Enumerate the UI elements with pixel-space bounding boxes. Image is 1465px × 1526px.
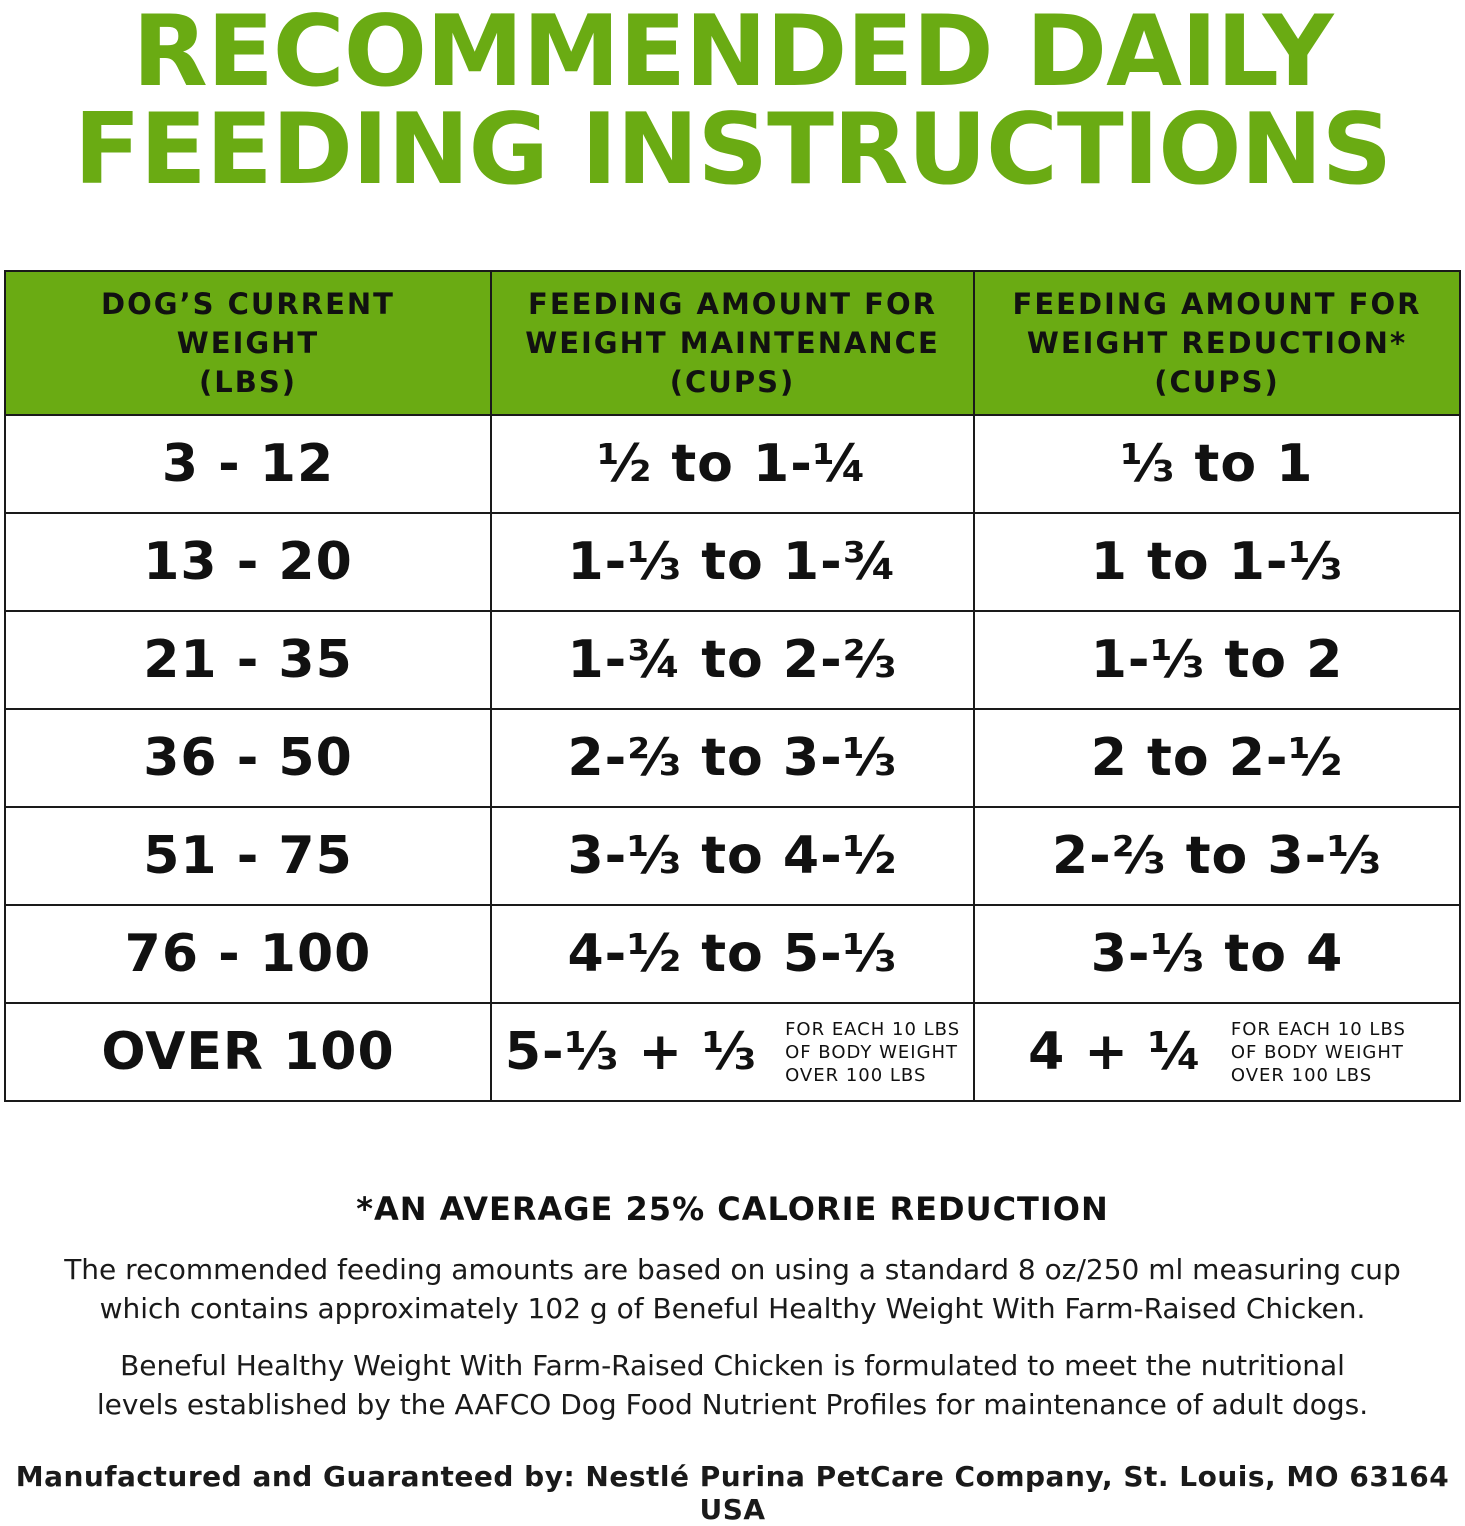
table-row	[5, 513, 1460, 611]
header-line: (LBS)	[199, 364, 297, 399]
header-line: WEIGHT	[176, 325, 320, 360]
table-row	[5, 415, 1460, 513]
maintenance-over-100-group	[492, 1018, 973, 1087]
weight-cell: 51 - 75	[5, 807, 491, 905]
reduction-cell: 3-⅓ to 4	[974, 905, 1460, 1003]
table-row	[5, 905, 1460, 1003]
table-row	[5, 611, 1460, 709]
table-row	[5, 709, 1460, 807]
maintenance-cell: 3-⅓ to 4-½	[491, 807, 974, 905]
reduction-over-100-group	[975, 1018, 1459, 1087]
header-line: FEEDING AMOUNT FOR	[1012, 286, 1422, 321]
aafco-paragraph	[0, 1346, 1465, 1424]
header-weight-maintenance	[491, 271, 974, 415]
calorie-reduction-footnote: *AN AVERAGE 25% CALORIE REDUCTION	[356, 1190, 1109, 1228]
reduction-cell: ⅓ to 1	[974, 415, 1460, 513]
maintenance-over-100-amount: 5-⅓ + ⅓	[504, 1022, 758, 1082]
reduction-over-100-amount: 4 + ¼	[1028, 1022, 1203, 1082]
header-line: DOG’S CURRENT	[101, 286, 395, 321]
page-title-line-2: FEEDING INSTRUCTIONS	[73, 93, 1392, 207]
maintenance-cell: 1-⅓ to 1-¾	[491, 513, 974, 611]
paragraph-line: Beneful Healthy Weight With Farm-Raised Chicken is formulated to meet the nutritional	[120, 1349, 1345, 1382]
header-line: (CUPS)	[1154, 364, 1280, 399]
maintenance-cell: 4-½ to 5-⅓	[491, 905, 974, 1003]
header-line: (CUPS)	[669, 364, 796, 399]
reduction-cell	[974, 1003, 1460, 1101]
feeding-table	[4, 270, 1461, 1102]
reduction-cell: 1-⅓ to 2	[974, 611, 1460, 709]
reduction-cell: 2-⅔ to 3-⅓	[974, 807, 1460, 905]
maintenance-cell: ½ to 1-¼	[491, 415, 974, 513]
maintenance-cell: 2-⅔ to 3-⅓	[491, 709, 974, 807]
reduction-cell: 1 to 1-⅓	[974, 513, 1460, 611]
manufacturer-line: Manufactured and Guaranteed by: Nestlé Purina PetCare Company, St. Louis, MO 63164 USA	[15, 1460, 1450, 1526]
paragraph-line: which contains approximately 102 g of Beneful Healthy Weight With Farm-Raised Chicken.	[99, 1292, 1366, 1325]
paragraph-line: levels established by the AAFCO Dog Food Nutrient Profiles for maintenance of adult dogs.	[96, 1388, 1369, 1421]
header-line: WEIGHT REDUCTION*	[1026, 325, 1408, 360]
per-10-lbs-note	[1231, 1018, 1406, 1087]
weight-cell: OVER 100	[5, 1003, 491, 1101]
weight-cell: 76 - 100	[5, 905, 491, 1003]
table-row-over-100	[5, 1003, 1460, 1101]
note-line: OF BODY WEIGHT	[1230, 1041, 1404, 1063]
header-current-weight	[5, 271, 491, 415]
maintenance-cell	[491, 1003, 974, 1101]
header-weight-reduction	[974, 271, 1460, 415]
page-title-line-1: RECOMMENDED DAILY	[132, 0, 1333, 109]
note-line: FOR EACH 10 LBS	[1230, 1018, 1406, 1040]
weight-cell: 21 - 35	[5, 611, 491, 709]
weight-cell: 3 - 12	[5, 415, 491, 513]
header-line: WEIGHT MAINTENANCE	[525, 325, 940, 360]
note-line: FOR EACH 10 LBS	[785, 1018, 961, 1040]
per-10-lbs-note	[785, 1018, 960, 1087]
note-line: OVER 100 LBS	[1230, 1064, 1373, 1086]
reduction-cell: 2 to 2-½	[974, 709, 1460, 807]
maintenance-cell: 1-¾ to 2-⅔	[491, 611, 974, 709]
paragraph-line: The recommended feeding amounts are based on using a standard 8 oz/250 ml measuring cup	[64, 1253, 1401, 1286]
table-header-row	[5, 271, 1460, 415]
note-line: OF BODY WEIGHT	[785, 1041, 959, 1063]
weight-cell: 36 - 50	[5, 709, 491, 807]
note-line: OVER 100 LBS	[785, 1064, 927, 1086]
weight-cell: 13 - 20	[5, 513, 491, 611]
table-row	[5, 807, 1460, 905]
header-line: FEEDING AMOUNT FOR	[528, 286, 937, 321]
measuring-cup-paragraph	[0, 1250, 1465, 1328]
